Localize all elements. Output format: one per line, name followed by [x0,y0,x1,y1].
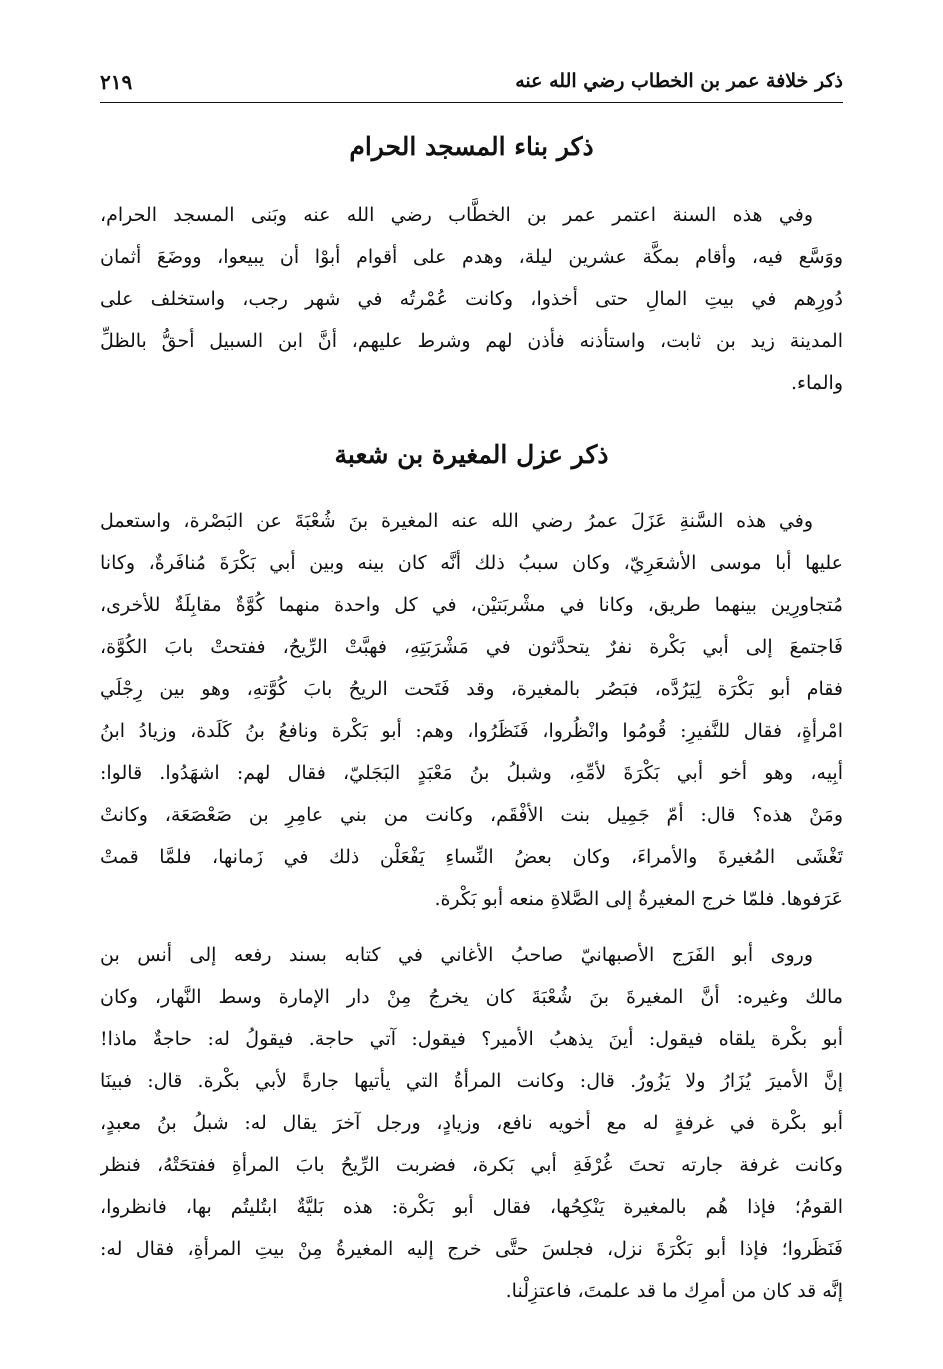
running-title: ذكر خلافة عمر بن الخطاب رضي الله عنه [515,70,843,92]
text-line: أبو بكْرة يلقاه فيقول: أينَ يذهبُ الأمير؟ فيقول: آتي حاجة. فيقولُ له: حاجةٌ ماذا! [100,1028,843,1050]
text-line: إنَّ الأميرَ يُزَارُ ولا يَزُورُ. قال: وكانت المرأةُ التي يأتيها جارةً لأبي بكْرة. قال: فبينَا [100,1070,843,1092]
text-line: إنَّه قد كان من أمرِك ما قد علمتَ، فاعتزِلْنا. [505,1280,843,1302]
text-line: تَغْشَى المُغيرةَ والأمراءَ، وكان بعضُ النِّساءِ يَفْعَلْن ذلك في زَمانها، فلمَّا قمتْ [100,846,843,868]
section-heading-mughira: ذكر عزل المغيرة بن شعبة [334,440,609,469]
section-heading-mosque: ذكر بناء المسجد الحرام [349,132,594,161]
text-line: أبِيه، وهو أخو أبي بَكْرَةَ لأمِّهِ، وشبلُ بنُ مَعْبَدٍ البَجَليّ، فقال لهم: اشهَدُوا. قالوا: [100,762,843,784]
text-line: ومَنْ هذه؟ قال: أمّ جَمِيل بنت الأفْقَم، وكانت من بني عامِرِ بن صَعْصَعَة، وكانتْ [100,804,843,826]
text-line: القومُ؛ فإذا هُم بالمغيرة يَنْكِحُها، فقال أبو بَكْرة: هذه بَليَّةٌ ابتُليتُم بها، فانظروا، [100,1196,843,1218]
text-line: مُتجاورِين بينهما طريق، وكانا في مشْربَتيْن، في كل واحدة منهما كُوَّةٌ مقابِلَةٌ للأخرى، [100,594,843,616]
text-line: وفي هذه السنة اعتمر عمر بن الخطَّاب رضي الله عنه وبَنى المسجد الحرام، [100,204,813,226]
text-line: مالك وغيره: أنَّ المغيرةَ بنَ شُعْبَةَ كان يخرجُ مِنْ دار الإمارة وسط النَّهار، وكان [100,986,843,1008]
text-line: والماء. [791,372,843,394]
page-number: ٢١٩ [100,70,133,94]
text-line: فَنَظَروا؛ فإذا أبو بَكْرَةَ نزل، فجلسَ حتَّى خرج إليه المغيرةُ مِنْ بيتِ المرأةِ، فقال له: [100,1238,843,1260]
running-header [100,66,843,102]
text-line: أبو بكْرة في غرفةٍ له مع أخويه نافع، وزيادٍ، ورجل آخرَ يقال له: شبلُ بنُ معبدٍ، [100,1112,843,1134]
text-line: وروى أبو الفَرَج الأصبهانيّ صاحبُ الأغاني في كتابه بسند رفعه إلى أنس بن [100,944,813,966]
text-line: عَرَفوها. فلمّا خرج المغيرةُ إلى الصَّلاةِ منعه أبو بَكْرة. [434,888,843,910]
text-line: امْرأةٍ، فقال للنَّفيرِ: قُومُوا وانْظُروا، فَنَظَرُوا، وهم: أبو بَكْرة ونافعُ بنُ كَلَدة، وزيادُ ابنُ [100,720,843,742]
text-line: ووَسَّع فيه، وأقام بمكَّة عشرين ليلة، وهدم على أقوام أبوْا أن يبيعوا، ووضَعَ أثمان [100,246,843,268]
text-line: وكانت غرفة جارته تحتَ غُرْفَةِ أبي بَكرة، فضربت الرِّيحُ بابَ المرأةِ ففتحَتْهُ، فنظر [100,1154,843,1176]
paragraph-mughira-2 [100,934,843,1312]
header-rule [100,102,843,103]
text-line: وفي هذه السَّنةِ عَزَلَ عمرُ رضي الله عنه المغيرة بنَ شُعْبَةَ عن البَصْرة، واستعمل [100,510,813,532]
text-line: دُورِهم في بيتِ المالِ حتى أخذوا، وكانت عُمْرتُه في شهر رجب، واستخلف على [100,288,843,310]
text-line: فقام أبو بَكْرَة لِيَرُدَّه، فبَصُر بالمغيرة، وقد فَتَحت الريحُ بابَ كُوَّتهِ، وهو بين رِجْلَي [100,678,843,700]
paragraph-mughira-1 [100,500,843,920]
text-line: المدينة زيد بن ثابت، واستأذنه فأذن لهم وشرط عليهم، أنَّ ابن السبيل أحقُّ بالظلِّ [100,330,843,352]
text-line: عليها أبا موسى الأشعَرِيّ، وكان سببُ ذلك أنَّه كان بينه وبين أبي بَكْرَةَ مُنافَرةٌ، وكانا [100,552,843,574]
text-line: فَاجتمعَ إلى أبي بَكْرة نفرٌ يتحدَّثون في مَشْرَبَتِهِ، فهبَّتْ الرِّيحُ، ففتحتْ بابَ الكُوَّة، [100,636,843,658]
paragraph-mosque [100,194,843,404]
